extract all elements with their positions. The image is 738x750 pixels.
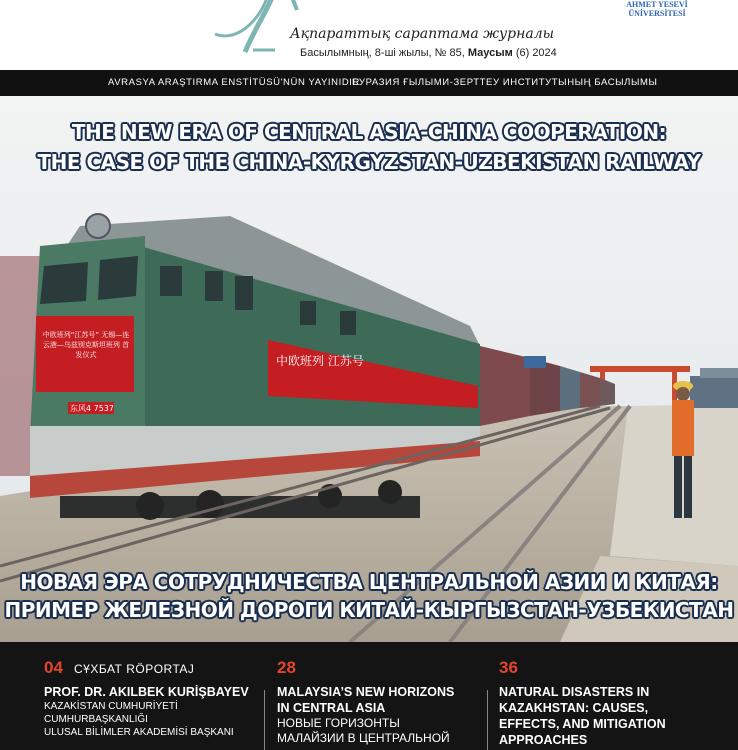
locomotive-banner-text: 中欧班列“江苏号” 无锡—连云港—乌兹别克斯坦班列 首发仪式 [42, 331, 130, 359]
contents-item-36[interactable] [499, 658, 719, 748]
contents-heading-line1: MALAYSIA’S NEW HORIZONS [277, 685, 455, 699]
contents-heading-line4: APPROACHES [499, 733, 588, 747]
contents-heading: PROF. DR. AKILBEK KURİŞBAYEV [44, 685, 249, 699]
issue-month: Маусым [467, 47, 513, 59]
contents-item-04[interactable] [44, 658, 254, 739]
contents-item-28[interactable] [277, 658, 477, 746]
masthead [0, 0, 738, 70]
title-ru-line2: ПРИМЕР ЖЕЛЕЗНОЙ ДОРОГИ КИТАЙ-КЫРГЫЗСТАН-УЗБЕКИСТАН [4, 598, 734, 622]
contents-page-number: 36 [499, 658, 518, 677]
publisher-kz: ЕУРАЗИЯ ҒЫЛЫМИ-ЗЕРТТЕУ ИНСТИТУТЫНЫҢ БАСЫЛЫМЫ [352, 77, 658, 88]
contents-line: ULUSAL BİLİMLER AKADEMİSİ BAŞKANI [44, 727, 234, 738]
contents-heading-line2: IN CENTRAL ASIA [277, 701, 386, 715]
contents-page-number: 28 [277, 658, 296, 677]
contents-ru-line1: НОВЫЕ ГОРИЗОНТЫ [277, 716, 400, 730]
cover-photo [0, 96, 738, 642]
university-logo-text [612, 0, 702, 18]
contents-ru-line2: МАЛАЙЗИИ В ЦЕНТРАЛЬНОЙ [277, 731, 450, 745]
university-line2: ÜNİVERSİTESİ [628, 9, 686, 18]
contents-heading-line1: NATURAL DISASTERS IN [499, 685, 650, 699]
publisher-bar [0, 70, 738, 96]
issue-suffix: (6) 2024 [515, 47, 557, 59]
train-illustration [0, 96, 738, 642]
issue-info [300, 47, 557, 59]
divider [264, 690, 265, 750]
university-line1: AHMET YESEVİ [626, 0, 688, 9]
side-banner-text: 中欧班列 江苏号 [276, 354, 364, 368]
journal-subtitle: Ақпараттық сараптама журналы [290, 26, 555, 42]
contents-line: KAZAKİSTAN CUMHURİYETİ [44, 701, 178, 712]
contents-heading-line2: KAZAKHSTAN: CAUSES, [499, 701, 649, 715]
divider [487, 690, 488, 750]
publisher-tr: AVRASYA ARAŞTIRMA ENSTİTÜSÜ'NÜN YAYINIDIR [108, 77, 360, 88]
issue-prefix: Басылымның, 8-ші жылы, № 85, [300, 47, 465, 59]
contents-line: CUMHURBAŞKANLIĞI [44, 714, 148, 725]
title-ru-line1: НОВАЯ ЭРА СОТРУДНИЧЕСТВА ЦЕНТРАЛЬНОЙ АЗИИ И КИТАЯ: [20, 570, 718, 594]
contents-heading-line3: EFFECTS, AND MITIGATION [499, 717, 666, 731]
title-en-line2: THE CASE OF THE CHINA-KYRGYZSTAN-UZBEKISTAN RAILWAY [37, 150, 701, 174]
loco-number: 东风4 7537 [70, 404, 114, 413]
contents-section: СҰХБАТ RÖPORTAJ [74, 662, 195, 676]
contents-page-number: 04 [44, 658, 63, 677]
title-en-line1: THE NEW ERA OF CENTRAL ASIA-CHINA COOPERATION: [71, 120, 667, 144]
